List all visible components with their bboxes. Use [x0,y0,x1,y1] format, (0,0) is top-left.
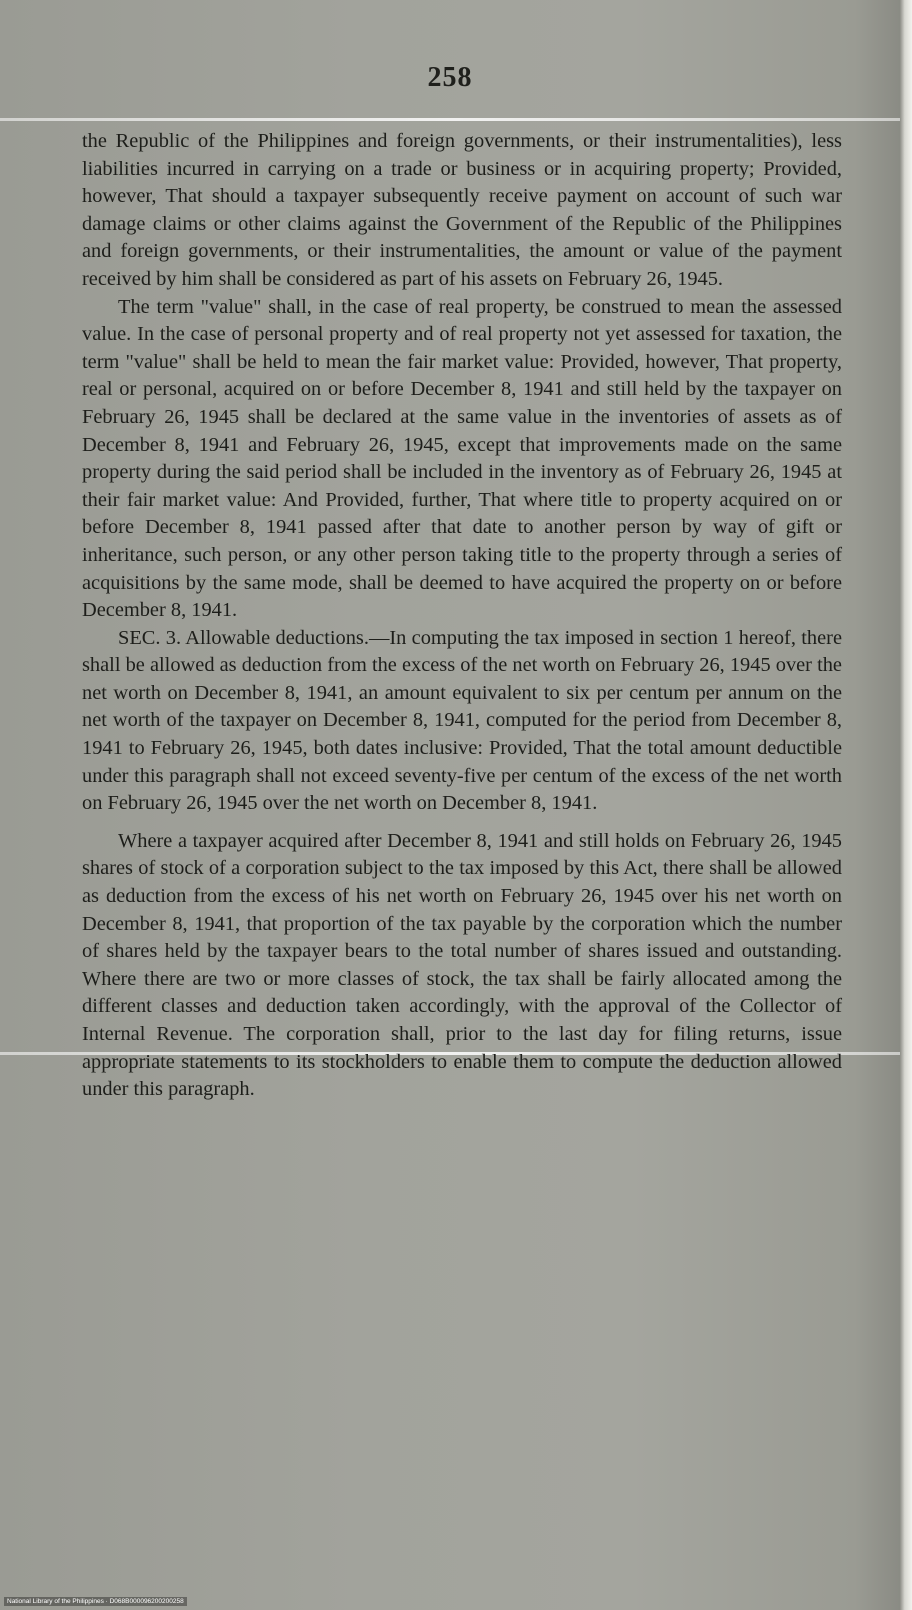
paragraph-stock-deduction: Where a taxpayer acquired after December 8, 1941 and still holds on February 26, 1945 shares of stock of a corporation subject to the tax imposed by this Act, there shall be allowed as deduction from the excess of his net worth on February 26, 1945 over his net worth on December 8, 1941, that proportion of the tax payable by the corporation which the number of shares held by the taxpayer bears to the total number of shares issued and outstanding. Where there are two or more classes of stock, the tax shall be fairly allocated among the different classes and deduction taken accordingly, with the approval of the Collector of Internal Revenue. The corporation shall, prior to the last day for filing returns, issue appropriate statements to its stockholders to enable them to compute the deduction allowed under this paragraph. [82,829,842,1101]
paragraph-value-definition: The term "value" shall, in the case of real property, be construed to mean the assessed value. In the case of personal property and of real property not yet assessed for taxation, the term "value" shall be held to mean the fair market value: Provided, however, That property, real or personal, acquired on or before December 8, 1941 and still held by the taxpayer on February 26, 1945 shall be declared at the same value in the inventories of assets as of December 8, 1941 and February 26, 1945, except that improvements made on the same property during the said period shall be included in the inventory as of February 26, 1945 at their fair market value: And Provided, further, That where title to property acquired on or before December 8, 1941 passed after that date to another person by way of gift or inheritance, such person, or any other person taking title to the property through a series of acquisitions by the same mode, shall be deemed to have acquired the property on or before December 8, 1941. [82,295,842,622]
paragraph-allowable-deductions: SEC. 3. Allowable deductions.—In computing the tax imposed in section 1 hereof, there shall be allowed as deduction from the excess of the net worth on February 26, 1945 over the net worth on December 8, 1941, an amount equivalent to six per centum per annum on the net worth of the taxpayer on December 8, 1941, computed for the period from December 8, 1941 to February 26, 1945, both dates inclusive: Provided, That the total amount deductible under this paragraph shall not exceed seventy-five per centum of the excess of the net worth on February 26, 1945 over the net worth on December 8, 1941. [82,626,842,815]
scan-line-top [0,118,900,121]
page-number: 258 [427,62,473,93]
paragraph-continuation: the Republic of the Philippines and foreign governments, or their instrumentalities), less liabilities incurred in carrying on a trade or business or in acquiring property; Provided, however, That should a taxpayer subsequently receive payment on account of such war damage claims or other claims against the Government of the Republic of the Philippines and foreign governments, or their instrumentalities, the amount or value of the payment received by him shall be considered as part of his assets on February 26, 1945. [82,130,842,290]
page-edge [900,0,912,1610]
footer-caption: National Library of the Philippines · D068B000096200200258 [4,1597,187,1606]
body-text [82,128,842,1104]
